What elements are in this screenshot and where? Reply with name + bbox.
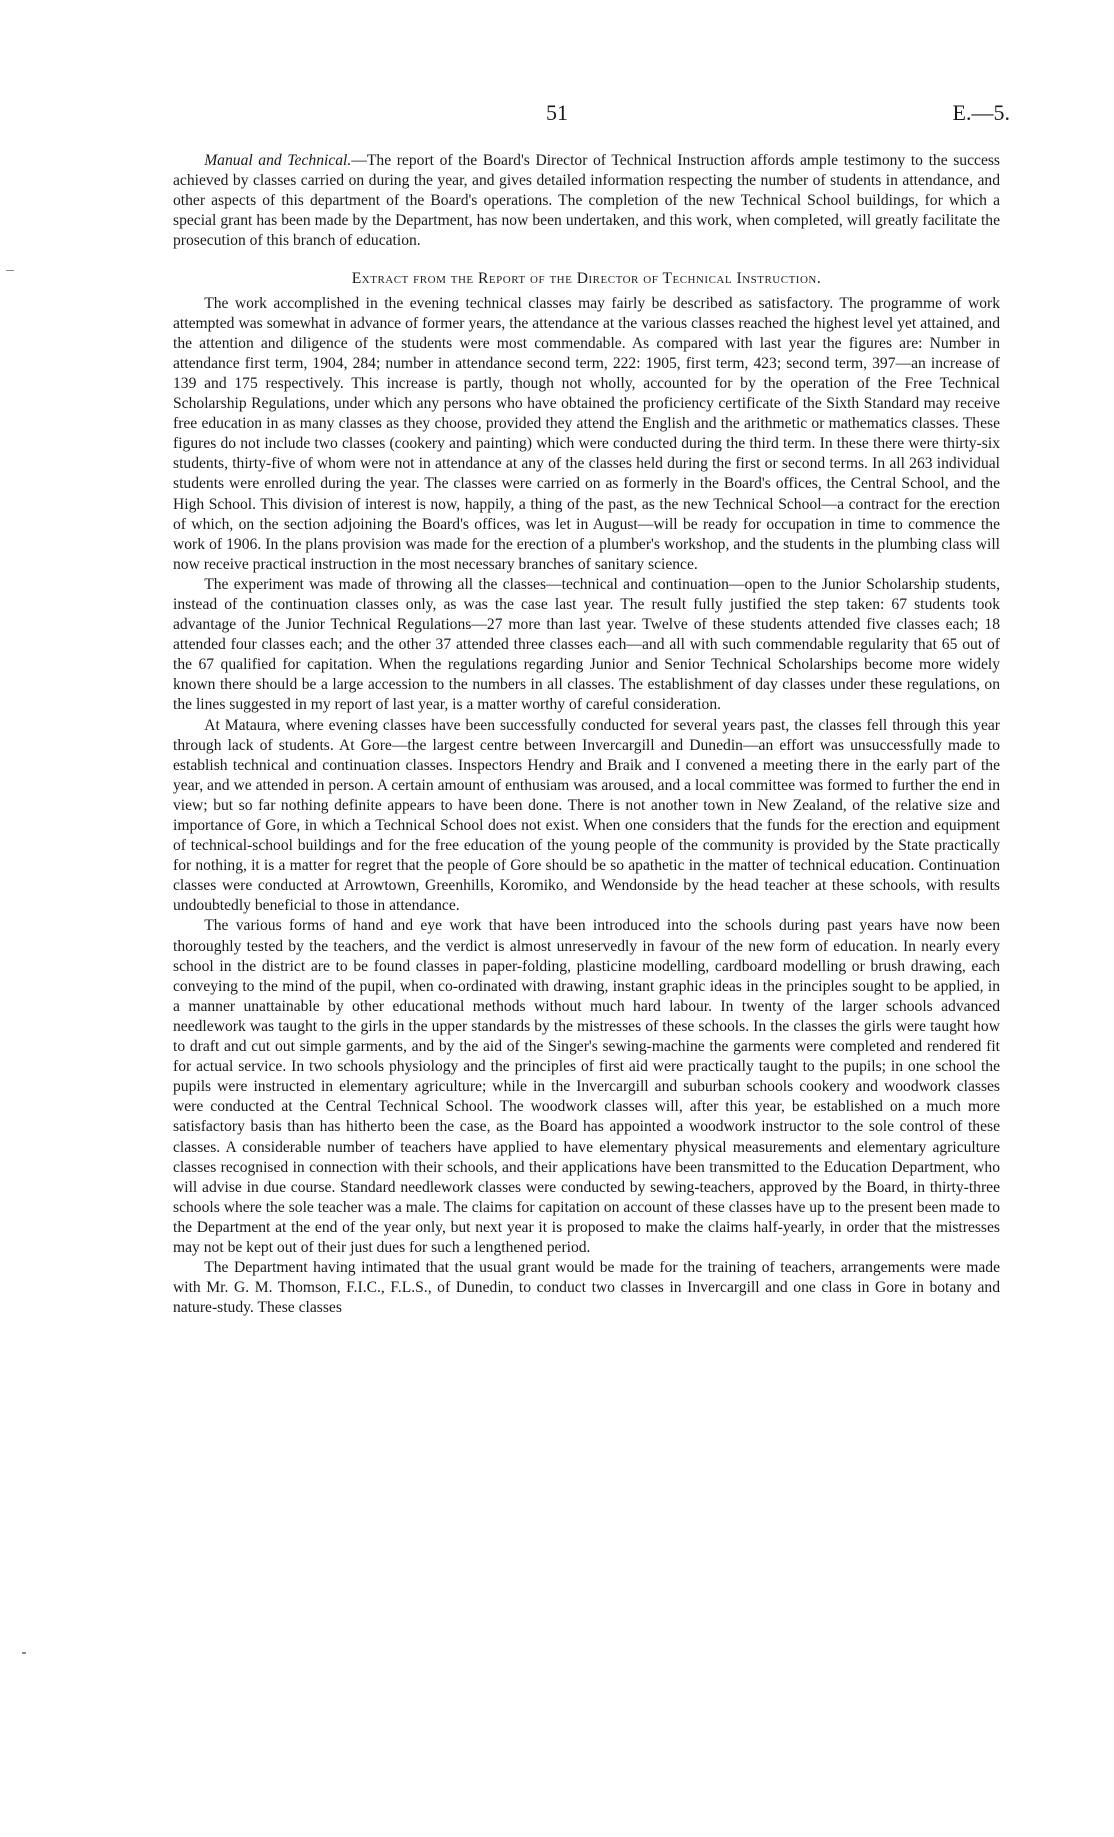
intro-paragraph [173,151,1000,251]
page-number: 51 [546,100,568,125]
document-reference: E.—5. [952,100,1010,125]
intro-lead: Manual and Technical. [204,152,352,169]
body-paragraph: The work accomplished in the evening technical classes may fairly be described as satisfactory. The programme of work attempted was somewhat in advance of former years, the attendance at the various classes reached the highest level yet attained, and the attention and diligence of the students were most commendable. As compared with last year the figures are: Number in attendance first term, 1904, 284; number in attendance second term, 222: 1905, first term, 423; second term, 397—an increase of 139 and 175 respectively. This increase is partly, though not wholly, accounted for by the operation of the Free Technical Scholarship Regulations, under which any persons who have obtained the proficiency certificate of the Sixth Standard may receive free education in as many classes as they choose, provided they attend the English and the arithmetic or mathematics classes. These figures do not include two classes (cookery and painting) which were conducted during the third term. In these there were thirty-six students, thirty-five of whom were not in attendance at any of the classes held during the first or second terms. In all 263 individual students were enrolled during the year. The classes were carried on as formerly in the Board's offices, the Central School, and the High School. This division of interest is now, happily, a thing of the past, as the new Technical School—a contract for the erection of which, on the section adjoining the Board's offices, was let in August—will be ready for occupation in time to commence the work of 1906. In the plans provision was made for the erection of a plumber's workshop, and the students in the plumbing class will now receive practical instruction in the most necessary branches of sanitary science. [173,294,1000,573]
margin-mark [6,270,14,271]
body-paragraph: The Department having intimated that the usual grant would be made for the training of teachers, arrangements were made with Mr. G. M. Thomson, F.I.C., F.L.S., of Dunedin, to conduct two classes in Invercargill and one class in Gore in botany and nature-study. These classes [173,1259,1000,1317]
intro-text: —The report of the Board's Director of Technical Instruction affords ample testimony to the success achieved by classes carried on during the year, and gives detailed information respecting the number of students in attendance, and other aspects of this department of the Board's operations. The completion of the new Technical School buildings, for which a special grant has been made by the Department, has now been undertaken, and this work, when completed, will greatly facilitate the prosecution of this branch of education. [173,152,1000,250]
section-heading: Extract from the Report of the Director of Technical Instruction. [351,270,822,288]
document-body [173,151,1000,1318]
body-paragraph: The experiment was made of throwing all the classes—technical and continuation—open to the Junior Scholarship students, instead of the continuation classes only, as was the case last year. The result fully justified the step taken: 67 students took advantage of the Junior Technical Regulations—27 more than last year. Twelve of these students attended five classes each; 18 attended four classes each; and the other 37 attended three classes each—and all with such commendable regularity that 65 out of the 67 qualified for capitation. When the regulations regarding Junior and Senior Technical Scholarships become more widely known there should be a large accession to the numbers in all classes. The establishment of day classes under these regulations, on the lines suggested in my report of last year, is a matter worthy of careful consideration. [173,575,1000,714]
margin-mark [22,1652,26,1654]
body-paragraph: At Mataura, where evening classes have been successfully conducted for several years past, the classes fell through this year through lack of students. At Gore—the largest centre between Invercargill and Dunedin—an effort was unsuccessfully made to establish technical and continuation classes. Inspectors Hendry and Braik and I convened a meeting there in the early part of the year, and we attended in person. A certain amount of enthusiam was aroused, and a local committee was formed to further the end in view; but so far nothing definite appears to have been done. There is not another town in New Zealand, of the relative size and importance of Gore, in which a Technical School does not exist. When one considers that the funds for the erection and equipment of technical-school buildings and for the free education of the young people of the community is provided by the State practically for nothing, it is a matter for regret that the people of Gore should be so apathetic in the matter of technical education. Continuation classes were conducted at Arrowtown, Greenhills, Koromiko, and Wendonside by the head teacher at these schools, with results undoubtedly beneficial to those in attendance. [173,716,1000,915]
body-paragraph: The various forms of hand and eye work that have been introduced into the schools during past years have now been thoroughly tested by the teachers, and the verdict is almost unreservedly in favour of the new form of education. In nearly every school in the district are to be found classes in paper-folding, plasticine modelling, cardboard modelling or brush drawing, each conveying to the mind of the pupil, when co-ordinated with drawing, instant graphic ideas in the principles sought to be applied, in a manner unattainable by other educational methods without much hard labour. In twenty of the larger schools advanced needlework was taught to the girls in the upper standards by the mistresses of these schools. In the classes the girls were taught how to draft and cut out simple garments, and by the aid of the Singer's sewing-machine the garments were completed and rendered fit for actual service. In two schools physiology and the principles of first aid were practically taught to the pupils; in one school the pupils were instructed in elementary agriculture; while in the Invercargill and suburban schools cookery and woodwork classes were conducted at the Central Technical School. The woodwork classes will, after this year, be established on a much more satisfactory basis than has hitherto been the case, as the Board has appointed a woodwork instructor to the sole control of these classes. A considerable number of teachers have applied to have elementary physical measurements and elementary agriculture classes recognised in connection with their schools, and their applications have been transmitted to the Education Department, who will advise in due course. Standard needlework classes were conducted by sewing-teachers, approved by the Board, in thirty-three schools where the sole teacher was a male. The claims for capitation on account of these classes have up to the present been made to the Department at the end of the year only, but next year it is proposed to make the claims half-yearly, in order that the mistresses may not be kept out of their just dues for such a lengthened period. [173,917,1000,1256]
